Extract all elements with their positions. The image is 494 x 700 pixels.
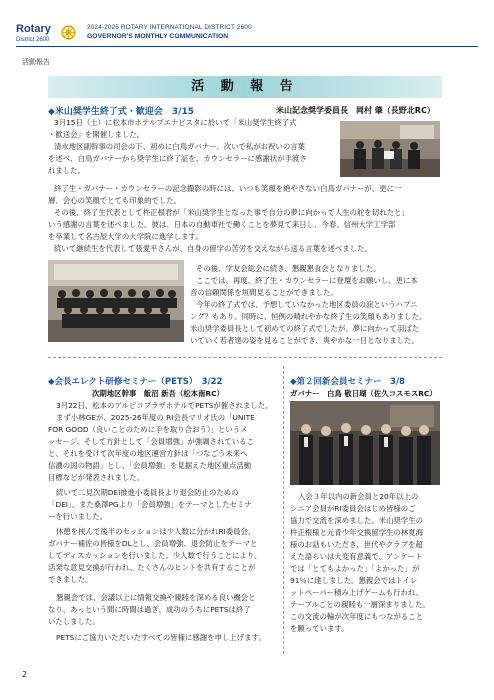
vertical-divider xyxy=(283,366,284,654)
text-line: ーを行いました。 xyxy=(48,512,108,521)
text-line: なり、あっという間に時間は過ぎ、成功のうちにPETSは終了 xyxy=(48,605,251,614)
text-line: 様のお話もいただき、世代やクラブを超 xyxy=(290,540,423,549)
text-line: ットペーパー積み上げゲームも行われ、 xyxy=(290,588,424,597)
text-line: えた語らいは大変有意義で、アンケート xyxy=(290,552,423,561)
text-line: 協力で交流を深めました。米山奨学生の xyxy=(290,516,424,525)
text-line: できました。 xyxy=(48,575,93,584)
text-line: ング？もあり、同時に、恒例の晴れやかな終了生の笑顔もありました。 xyxy=(190,312,427,321)
newsletter-header xyxy=(0,0,494,48)
text-line: まず小林GEが、2025-26年度の RI会長マリオ氏の「UNITE xyxy=(56,413,255,422)
text-line: 活発な意見交換が行われ、たくさんのヒントを共有することが xyxy=(48,563,256,572)
article1-title: ◆米山奨学生終了式・歓迎会 3/15 xyxy=(48,107,194,117)
header-publication-line: GOVERNOR'S MONTHLY COMMUNICATION xyxy=(87,33,229,40)
text-line: 清水地区副幹事の司会の下、初めに白鳥ガバナー、次いで私がお祝いの言葉 xyxy=(54,142,305,151)
article2-author: 次期地区幹事 飯沼 新吾（松本南RC） xyxy=(92,389,224,398)
article2-title: ◆会長エレクト研修セミナー（PETS） 3/22 xyxy=(48,377,223,387)
text-line: 懇親会では、会議以上に情報交換や親睦を深める良い機会と xyxy=(56,593,256,602)
header-rule xyxy=(16,46,478,47)
logo-district: District 2600 xyxy=(16,37,50,43)
title-banner xyxy=(48,76,442,98)
text-line: 終了生・ガバナー・カウンセラーの記念撮影の時には、いつも笑顔を絶やさない白鳥ガバナーが、更に一 xyxy=(54,184,402,193)
text-line: 信濃の国の物語」とし、「会員増強」を見据えた地区重点活動 xyxy=(48,461,252,470)
text-line: を願っています。 xyxy=(290,624,349,633)
text-line: 層、会心の笑顔でとても印象的でした。 xyxy=(48,196,182,205)
text-line: PETSにご協力いただいたすべての皆様に感謝を申し上げます。 xyxy=(56,633,266,642)
text-line: 入会３年以内の新会員と20年以上の xyxy=(298,492,419,501)
text-line: FOR GOOD（良いことのために手を取り合おう）」というメ xyxy=(48,425,248,434)
text-line: れました。 xyxy=(48,166,85,175)
text-line: ここでは、再度、終了生・カウンセラーに登壇をお願いし、更に本 xyxy=(196,276,418,285)
horizontal-divider xyxy=(48,357,442,358)
text-line: ・歓送会」を開催しました。 xyxy=(48,130,145,139)
text-line: を述べ、白鳥ガバナーから奨学生に終了証を、カウンセラーに感謝状が手渡さ xyxy=(48,154,307,163)
text-line: ガバナー補佐の皆様をDLとし、会員増強、退会防止をテーマと xyxy=(48,539,258,548)
text-line: 3月15日（土）に松本市ホテルブエナビスタに於いて「米山奨学生終了式 xyxy=(54,118,297,127)
header-text xyxy=(87,24,252,40)
rotary-wheel-icon xyxy=(61,25,76,40)
text-line: シニア会員がRI委員会はじめ皆様のご xyxy=(290,504,416,513)
text-line: 目標などが発表されました。 xyxy=(48,473,145,482)
text-line: いたしました。 xyxy=(48,617,100,626)
section-label: 活動報告 xyxy=(22,58,50,66)
page-number: 2 xyxy=(22,670,28,679)
text-line: 3月22日、松本のアルピコプラザホテルでPETSが催されました。 xyxy=(56,401,273,410)
seminar-photo xyxy=(290,401,440,485)
award-ceremony-photo xyxy=(340,121,440,177)
text-line: この交流の輪が次年度にもつながること xyxy=(290,612,424,621)
text-line: いう感謝の言葉を述べました。彼は、日本の自動車社で働くことを夢見て来日し、今春、信州大学工学部 xyxy=(48,220,396,229)
text-line: 米山奨学委員長として初めての終了式でしたが、夢に向かって羽ばた xyxy=(190,324,420,333)
text-line: を卒業して名古屋大学の大学院に進学します。 xyxy=(48,232,203,241)
text-line: 続いて二見次期DEI推進小委員長より退会防止のための xyxy=(56,488,239,497)
article3-author: ガバナー 白鳥 敬日瑚（佐久コスモスRC） xyxy=(290,389,437,398)
text-line: その後、学友会総会に続き、懇親懇食会となりました。 xyxy=(196,264,381,273)
text-line: 今年の終了式では、予想していなかった地区委員の涙というハプニ xyxy=(196,300,418,309)
article3-title: ◆第２回新会員セミナー 3/8 xyxy=(290,377,405,387)
text-line: その後、終了生代表として杵正根君が「米山奨学生となった事で自分の夢に向かって人生の舵を切れたと」 xyxy=(54,208,409,217)
text-line: 続いて継続生を代表して張愛平さんが、自身の留学の苦労を交えながら送る言葉を述べました。 xyxy=(54,244,372,253)
text-line: 音の信頼関係を垣間見ることができました。 xyxy=(190,288,338,297)
text-line: 休憩を挟んで後半のセッションは少人数に分かれRI委員会、 xyxy=(56,527,256,536)
header-district-line: 2024-2025 ROTARY INTERNATIONAL DISTRICT 2600 xyxy=(87,24,252,31)
page-title: 活 動 報 告 xyxy=(191,79,299,94)
text-line: と、それを受けて次年度の地区運営方針は「つなごう未来へ xyxy=(48,449,248,458)
article1-author: 米山記念奨学委員長 岡村 肇（長野北RC） xyxy=(276,106,435,115)
rotary-logo xyxy=(16,24,51,43)
logo-word: Rotary xyxy=(16,23,51,35)
text-line: いていく若者達の姿を見ることができ、爽やかな一日となりました。 xyxy=(190,336,419,345)
text-line: 杵正根様と元青少年交換留学生の林夏海 xyxy=(290,528,424,537)
text-line: 91％に達しました。懇親会ではトイレ xyxy=(290,576,418,585)
text-line: ッセージ、そして方針として「会員増強」が強調されているこ xyxy=(48,437,254,446)
text-line: テーブルごとの親睦も一層深まりました。 xyxy=(290,600,430,609)
text-line: してディスカッションを行いました。少人数で行うことにより、 xyxy=(48,551,262,560)
text-line: では「とてもよかった」「よかった」が xyxy=(290,564,420,573)
text-line: 「DEI」、また桑澤PGより「会員増強」をテーマとしたセミナ xyxy=(48,500,252,509)
group-photo xyxy=(48,260,184,342)
